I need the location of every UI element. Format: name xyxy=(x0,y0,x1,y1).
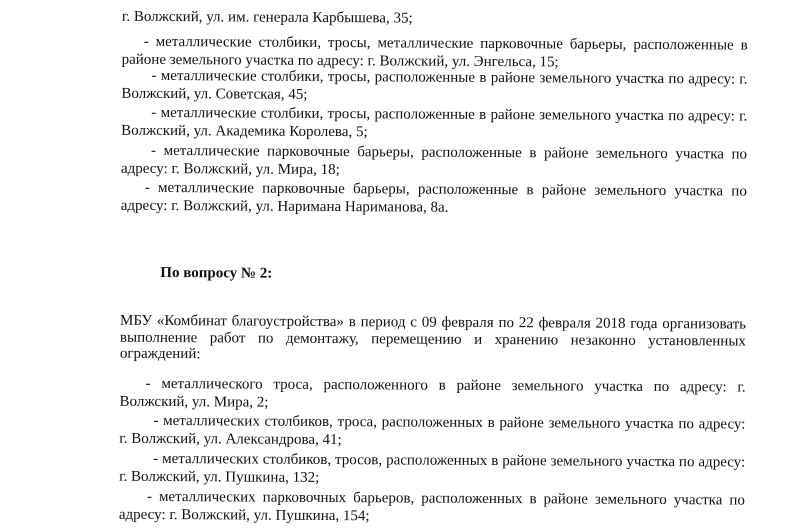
intro-paragraph: МБУ «Комбинат благоустройства» в период с 09 февраля по 22 февраля 2018 года организовать выполнение работ по демонтажу, перемещению и хранению незаконно установленных ограждений: xyxy=(119,312,747,363)
list-item: - металлических столбиков, тросов, расположенных в районе земельного участка по адресу: г. Волжский, ул. Пушкина, 132; xyxy=(119,450,746,486)
list-item: - металлические столбики, тросы, расположенные в районе земельного участка по адресу: г. Волжский, ул. Советская, 45; xyxy=(121,67,748,103)
list-item: - металлические столбики, тросы, расположенные в районе земельного участка по адресу: г. Волжский, ул. Академика Королева, 5; xyxy=(121,104,748,140)
continuation-line: г. Волжский, ул. им. генерала Карбышева, 35; xyxy=(121,8,413,27)
list-item: - металлических парковочных барьеров, расположенных в районе земельного участка по адресу: г. Волжский, ул. Пушкина, 154; xyxy=(118,488,746,524)
list-item: - металлические парковочные барьеры, расположенные в районе земельного участка по адресу: г. Волжский, ул. Наримана Нариманова, 8а. xyxy=(120,179,747,216)
list-item: - металлического троса, расположенного в районе земельного участка по адресу: г. Волжский, ул. Мира, 2; xyxy=(119,375,746,411)
list-item: - металлических столбиков, троса, расположенных в районе земельного участка по адресу: г. Волжский, ул. Александрова, 41; xyxy=(119,412,746,448)
section-heading: По вопросу № 2: xyxy=(160,264,273,282)
list-item: - металлические столбики, тросы, металлические парковочные барьеры, расположенные в районе земельного участка по адресу: г. Волжский, ул. Энгельса, 15; xyxy=(121,33,748,70)
list-item: - металлические парковочные барьеры, расположенные в районе земельного участка по адресу: г. Волжский, ул. Мира, 18; xyxy=(120,142,748,178)
